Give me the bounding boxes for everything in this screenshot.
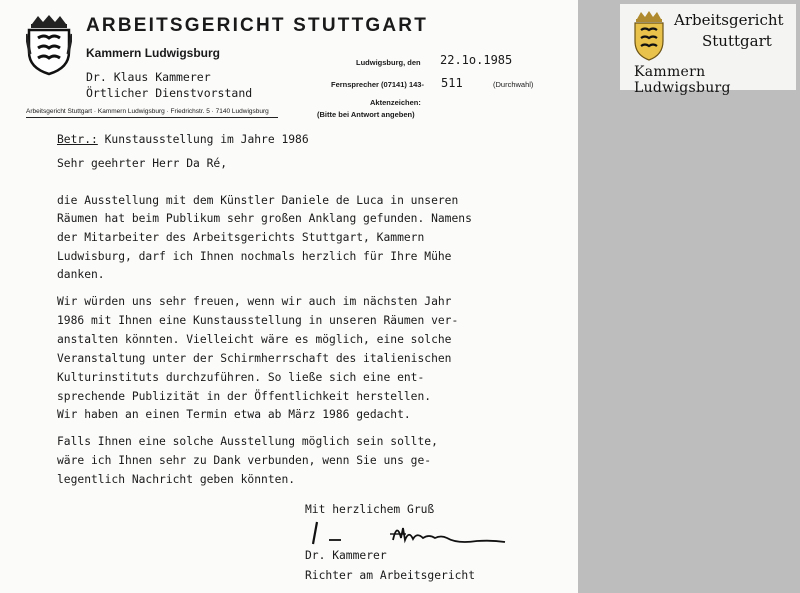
signer-title: Richter am Arbeitsgericht <box>305 569 476 582</box>
address-divider <box>26 117 278 118</box>
salutation: Sehr geehrter Herr Da Ré, <box>57 157 228 170</box>
reference-label: Aktenzeichen: <box>370 98 421 107</box>
place-label: Ludwigsburg, den <box>356 58 421 67</box>
court-stamp <box>620 4 796 96</box>
stamp-court: Arbeitsgericht <box>674 11 784 29</box>
body-line: Wir würden uns sehr freuen, wenn wir auch im nächsten Jahr <box>57 295 452 308</box>
body-line: Kulturinstituts durchzuführen. So ließe sich eine ent- <box>57 371 425 384</box>
subject-prefix: Betr.: <box>57 133 98 146</box>
phone-extension: 511 <box>441 76 463 90</box>
letter-date: 22.1o.1985 <box>440 53 513 67</box>
office-title: Örtlicher Dienstvorstand <box>86 86 253 100</box>
stamp-city: Stuttgart <box>702 32 772 50</box>
body-line: danken. <box>57 268 105 281</box>
body-line: die Ausstellung mit dem Künstler Daniele de Luca in unseren <box>57 194 459 207</box>
subject-text: Kunstausstellung im Jahre 1986 <box>97 133 309 146</box>
judge-name: Dr. Klaus Kammerer <box>86 70 211 84</box>
body-line: sprechende Publizität in der Öffentlichkeit herstellen. <box>57 390 432 403</box>
body-line: Veranstaltung unter der Schirmherrschaft des italienischen <box>57 352 452 365</box>
signature <box>307 514 512 550</box>
body-line: Räumen hat beim Publikum sehr großen Anklang gefunden. Namens <box>57 212 472 225</box>
body-line: 1986 mit Ihnen eine Kunstausstellung in unseren Räumen ver- <box>57 314 459 327</box>
coat-of-arms-icon <box>632 10 666 62</box>
reference-note: (Bitte bei Antwort angeben) <box>317 110 415 119</box>
chamber-name: Kammern Ludwigsburg <box>86 46 221 60</box>
subject-line <box>57 133 309 146</box>
body-line: der Mitarbeiter des Arbeitsgerichts Stuttgart, Kammern <box>57 231 425 244</box>
phone-label: Fernsprecher (07141) 143- <box>331 80 424 89</box>
body-line: legentlich Nachricht geben könnten. <box>57 473 296 486</box>
body-line: wäre ich Ihnen sehr zu Dank verbunden, wenn Sie uns ge- <box>57 454 432 467</box>
signer-name: Dr. Kammerer <box>305 549 387 562</box>
closing: Mit herzlichem Gruß <box>305 503 435 516</box>
body-line: Falls Ihnen eine solche Ausstellung möglich sein sollte, <box>57 435 438 448</box>
body-line: anstalten könnten. Vielleicht wäre es möglich, eine solche <box>57 333 452 346</box>
phone-note: (Durchwahl) <box>493 80 534 89</box>
coat-of-arms-icon <box>26 14 72 76</box>
body-line: Ludwisburg, darf ich Ihnen nochmals herzlich für Ihre Mühe <box>57 250 452 263</box>
return-address: Arbeitsgericht Stuttgart · Kammern Ludwigsburg · Friedrichstr. 5 · 7140 Ludwigsburg <box>26 108 269 115</box>
court-name: ARBEITSGERICHT STUTTGART <box>86 15 429 36</box>
body-line: Wir haben an einen Termin etwa ab März 1986 gedacht. <box>57 408 411 421</box>
stamp-chamber: Kammern Ludwigsburg <box>634 64 731 96</box>
